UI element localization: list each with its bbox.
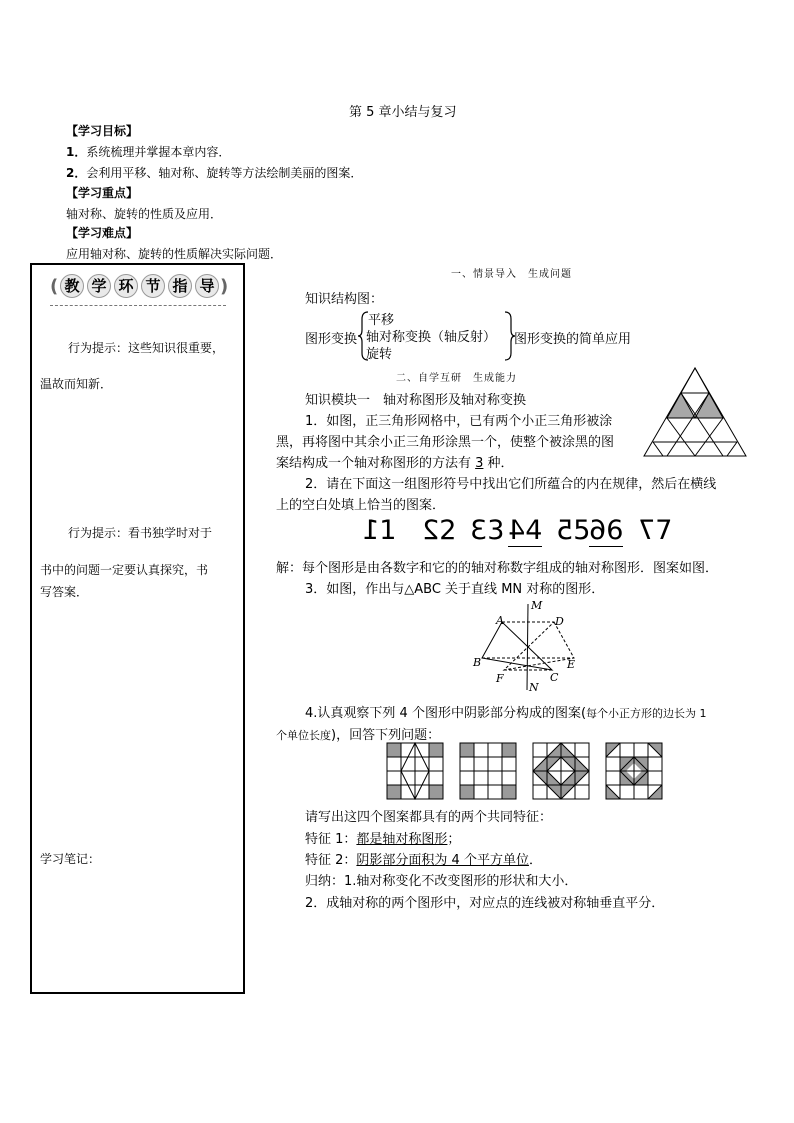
symbol-33: 33	[470, 515, 505, 546]
objective-num: 1．	[66, 145, 87, 159]
guide-sidebar	[30, 263, 245, 994]
summary-2: 2．成轴对称的两个图形中，对应点的连线被对称轴垂直平分．	[305, 896, 665, 911]
objectives-heading: 【学习目标】	[66, 124, 139, 138]
banner-char: 导	[195, 274, 219, 298]
objective-item-1	[66, 143, 230, 160]
symmetry-figure	[470, 598, 582, 694]
feature-1-answer: 都是轴对称图形	[356, 832, 448, 847]
pattern-1	[387, 743, 443, 799]
objective-text: 系统梳理并掌握本章内容．	[86, 145, 231, 159]
module-1-title: 知识模块一 轴对称图形及轴对称变换	[305, 393, 527, 408]
q1-line-2: 黑，再将图中其余小正三角形涂黑一个，使整个被涂黑的图	[276, 435, 615, 450]
feature-2-label: 特征 2：	[305, 853, 357, 868]
q4-prompt: 请写出这四个图案都具有的两个共同特征：	[305, 810, 553, 825]
q4-text-d: )，回答下列问题：	[331, 728, 441, 743]
q2-solution: 解：每个图形是由各数字和它的的轴对称数字组成的轴对称图形．图案如图．	[276, 561, 719, 576]
pattern-2	[460, 743, 516, 799]
symbol-44: 44	[508, 515, 543, 546]
q4-text-b: 每个小正方形的边长为 1	[586, 707, 707, 720]
difficulty-heading: 【学习难点】	[66, 226, 139, 240]
branch-translation: 平移	[368, 313, 395, 328]
objective-item-2	[66, 164, 362, 181]
structure-label: 知识结构图：	[305, 292, 384, 307]
q3-text: 3．如图，作出与△ABC 关于直线 MN 对称的图形．	[305, 582, 605, 597]
q1-answer: 3	[475, 456, 484, 471]
label-a: A	[496, 614, 504, 627]
q1-line-3	[276, 452, 514, 471]
key-points-heading: 【学习重点】	[66, 186, 139, 200]
banner-underline	[50, 305, 226, 306]
symbol-55: 55	[556, 515, 591, 546]
feature-1-label: 特征 1：	[305, 832, 357, 847]
triangle-grid-figure	[642, 366, 748, 458]
q1-text-end: 种．	[483, 456, 514, 471]
feature-2-end: ．	[528, 853, 542, 868]
banner-char: 教	[60, 274, 84, 298]
symbol-77: 77	[638, 515, 673, 546]
difficulty-text: 应用轴对称、旋转的性质解决实际问题．	[66, 247, 283, 261]
page-title: 第 5 章小结与复习	[349, 105, 457, 120]
label-d: D	[555, 615, 564, 628]
banner-char: 环	[114, 274, 138, 298]
key-points-text: 轴对称、旋转的性质及应用．	[66, 207, 223, 221]
feature-1-end: ；	[447, 832, 461, 847]
label-c: C	[550, 671, 559, 684]
label-e: E	[567, 658, 576, 671]
q4-text-c: 个单位长度	[276, 729, 331, 742]
banner-char: 学	[87, 274, 111, 298]
q4-text-a: 4.认真观察下列 4 个图形中阴影部分构成的图案(	[305, 706, 587, 721]
objective-text: 会利用平移、轴对称、旋转等方法绘制美丽的图案．	[86, 166, 363, 180]
q1-text: 案结构成一个轴对称图形的方法有	[276, 456, 476, 471]
banner-char: 指	[168, 274, 192, 298]
banner-left-cap: (	[50, 276, 59, 297]
q4-line-1	[305, 702, 707, 721]
pattern-4	[606, 743, 662, 799]
label-m: M	[531, 599, 543, 612]
structure-application: 图形变换的简单应用	[514, 332, 632, 347]
summary-1: 归纳：1.轴对称变化不改变图形的形状和大小．	[305, 874, 578, 889]
banner-char: 节	[141, 274, 165, 298]
banner-right-cap: )	[220, 276, 229, 297]
symbol-66: 66	[589, 515, 624, 546]
hint-1-line-1: 行为提示：这些知识很重要，	[68, 341, 225, 355]
structure-root: 图形变换	[305, 332, 358, 347]
branch-rotation: 旋转	[366, 347, 393, 362]
hint-2-line-1: 行为提示：看书独学时对于	[68, 526, 213, 540]
label-f: F	[496, 672, 504, 685]
pattern-figures	[386, 742, 668, 800]
hint-1-line-2: 温故而知新．	[40, 377, 113, 391]
symbol-11: 11	[362, 515, 397, 546]
q1-line-1: 1．如图，正三角形网格中，已有两个小正三角形被涂	[305, 414, 613, 429]
symbol-22: 22	[422, 515, 457, 546]
q2-line-2: 上的空白处填上恰当的图案．	[276, 498, 446, 513]
label-n: N	[529, 681, 539, 694]
feature-2	[305, 849, 542, 868]
feature-1	[305, 828, 460, 847]
section-1-heading: 一、情景导入 生成问题	[451, 269, 572, 280]
q2-line-1: 2．请在下面这一组图形符号中找出它们所蕴合的内在规律，然后在横线	[305, 477, 717, 492]
branch-reflection: 轴对称变换（轴反射）	[366, 330, 497, 345]
pattern-3	[533, 743, 589, 799]
label-b: B	[473, 656, 482, 669]
guide-banner	[50, 272, 229, 300]
objective-num: 2．	[66, 166, 87, 180]
q4-line-2	[276, 724, 440, 743]
section-2-heading: 二、自学互研 生成能力	[396, 373, 517, 384]
hint-2-line-3: 写答案．	[40, 585, 89, 599]
hint-2-line-2: 书中的问题一定要认真探究，书	[40, 563, 209, 577]
notes-label: 学习笔记：	[40, 852, 101, 866]
feature-2-answer: 阴影部分面积为 4 个平方单位	[356, 853, 529, 868]
